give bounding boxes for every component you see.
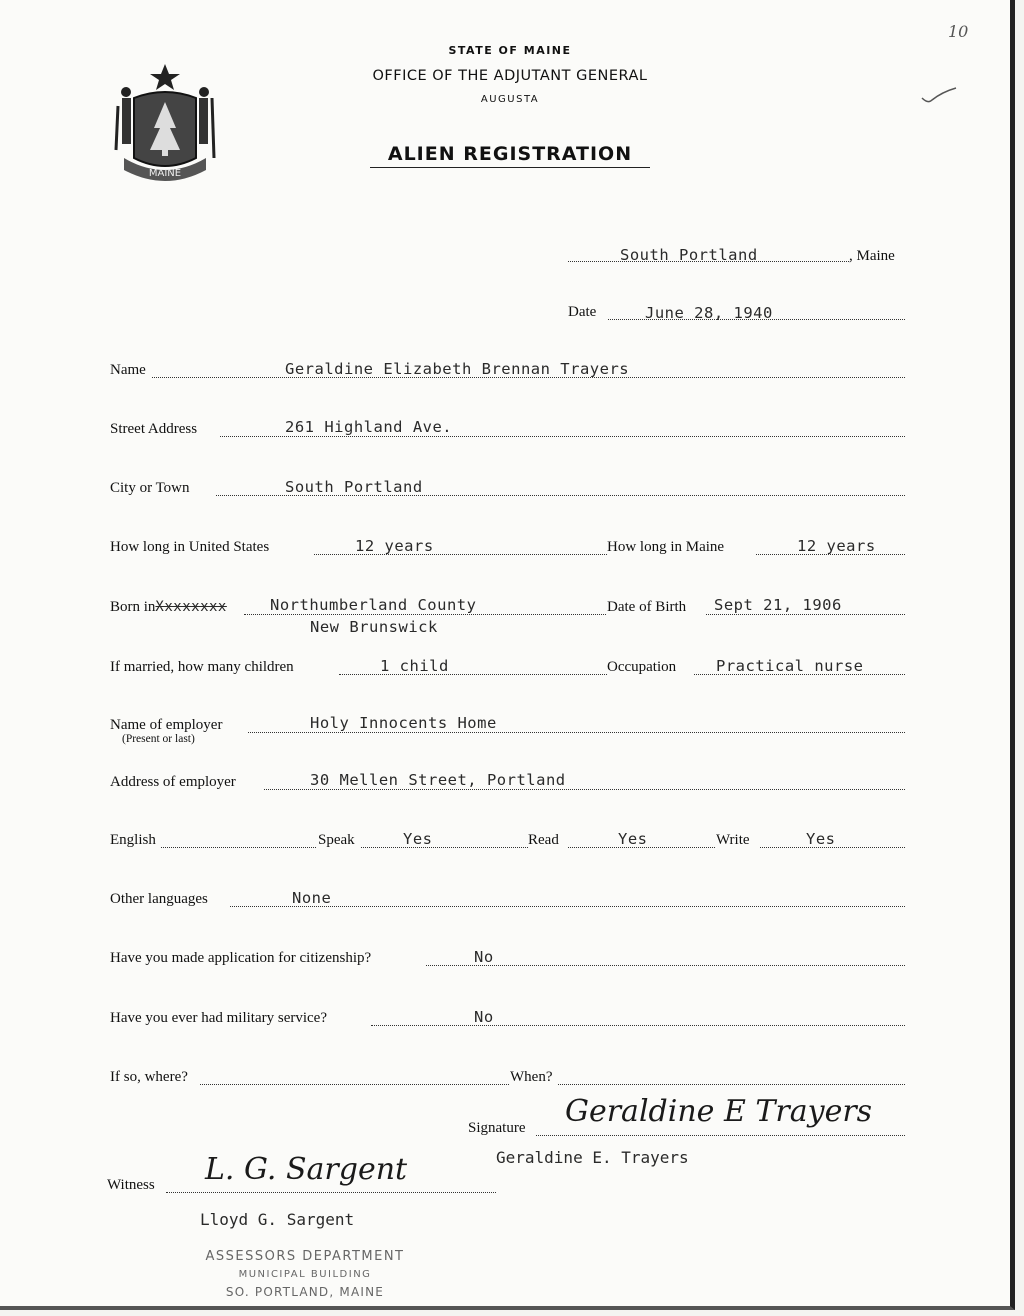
stamp-line2: MUNICIPAL BUILDING (238, 1269, 372, 1280)
employer-value: Holy Innocents Home (310, 714, 497, 732)
city-heading: AUGUSTA (480, 94, 540, 105)
maine-value: 12 years (797, 537, 876, 555)
when-label: When? (510, 1069, 553, 1085)
witness-label: Witness (107, 1177, 155, 1193)
citizenship-value: No (474, 948, 494, 966)
occupation-value: Practical nurse (716, 657, 864, 675)
employer-address-label: Address of employer (110, 774, 236, 790)
date-label: Date (568, 304, 597, 320)
dob-value: Sept 21, 1906 (714, 596, 842, 614)
signature-label: Signature (468, 1120, 526, 1136)
name-label: Name (110, 362, 146, 378)
street-label: Street Address (110, 421, 198, 437)
where-label: If so, where? (110, 1069, 188, 1085)
read-label: Read (528, 832, 559, 848)
dob-label: Date of Birth (607, 599, 687, 615)
stamp-line3: SO. PORTLAND, MAINE (225, 1285, 385, 1299)
military-label: Have you ever had military service? (110, 1010, 327, 1026)
signature-typed: Geraldine E. Trayers (496, 1148, 689, 1167)
maine-seal-icon (112, 58, 218, 186)
maine-label: How long in Maine (607, 539, 725, 555)
street-value: 261 Highland Ave. (285, 418, 453, 436)
english-label: English (110, 832, 156, 848)
place-value: South Portland (620, 246, 758, 264)
state-heading: STATE OF MAINE (448, 44, 572, 57)
city-value: South Portland (285, 478, 423, 496)
name-value: Geraldine Elizabeth Brennan Trayers (285, 360, 630, 378)
date-value: June 28, 1940 (645, 304, 773, 322)
place-suffix: , Maine (849, 248, 895, 264)
stamp-line1: ASSESSORS DEPARTMENT (205, 1249, 405, 1264)
signature-handwritten: Geraldine E Trayers (565, 1094, 873, 1129)
occupation-label: Occupation (607, 659, 677, 675)
employer-sublabel: (Present or last) (122, 733, 195, 745)
employer-address-value: 30 Mellen Street, Portland (310, 771, 566, 789)
children-value: 1 child (380, 657, 449, 675)
check-mark-icon (920, 86, 958, 108)
languages-value: None (292, 889, 332, 907)
children-label: If married, how many children (110, 659, 294, 675)
citizenship-label: Have you made application for citizenship? (110, 950, 372, 966)
born-label: Born inXxxxxxxx (110, 599, 227, 615)
form-title: ALIEN REGISTRATION (370, 143, 650, 168)
us-label: How long in United States (110, 539, 270, 555)
write-value: Yes (806, 830, 836, 848)
languages-label: Other languages (110, 891, 208, 907)
witness-typed: Lloyd G. Sargent (200, 1210, 355, 1229)
witness-handwritten: L. G. Sargent (205, 1152, 408, 1187)
city-label: City or Town (110, 480, 190, 496)
margin-note: 10 (948, 22, 969, 41)
born-value: Northumberland County (270, 596, 477, 614)
read-value: Yes (618, 830, 648, 848)
write-label: Write (716, 832, 750, 848)
office-heading: OFFICE OF THE ADJUTANT GENERAL (372, 68, 648, 84)
employer-label: Name of employer (110, 717, 223, 733)
military-value: No (474, 1008, 494, 1026)
svg-text:MAINE: MAINE (148, 168, 182, 179)
speak-label: Speak (318, 832, 355, 848)
born-value-line2: New Brunswick (310, 618, 438, 636)
speak-value: Yes (403, 830, 433, 848)
us-value: 12 years (355, 537, 434, 555)
born-struck-text: Xxxxxxxx (155, 599, 227, 615)
